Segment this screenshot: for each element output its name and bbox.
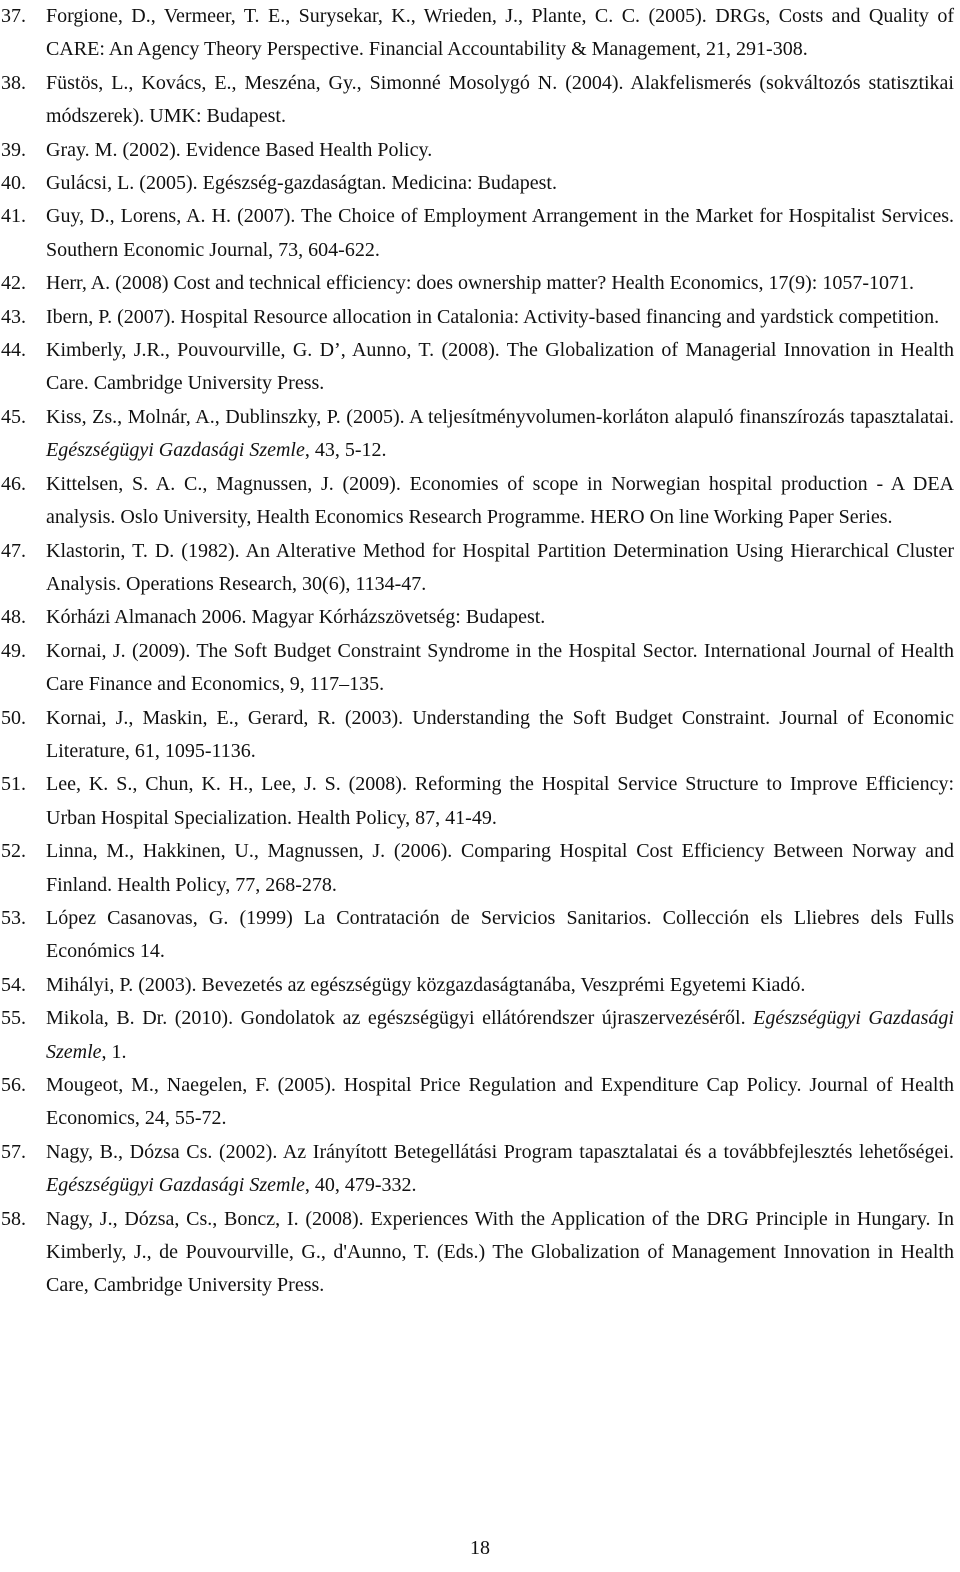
reference-journal-title: Egészségügyi Gazdasági Szemle [46, 439, 305, 462]
page-number: 18 [470, 1537, 490, 1559]
reference-text: Klastorin, T. D. (1982). An Alterative Method for Hospital Partition Determination Using Hierarchical Cluster Analysis. Operations Research, 30(6), 1134-47. [46, 539, 954, 595]
reference-text: Lee, K. S., Chun, K. H., Lee, J. S. (2008). Reforming the Hospital Service Structure to Improve Efficiency: Urban Hospital Specialization. Health Policy, 87, 41-49. [46, 773, 954, 829]
reference-item [0, 902, 960, 969]
reference-item [0, 969, 960, 1002]
reference-text: Ibern, P. (2007). Hospital Resource allocation in Catalonia: Activity-based financing and yardstick competition. [46, 305, 940, 328]
reference-number: 39. [1, 138, 26, 161]
reference-number: 58. [1, 1207, 26, 1230]
reference-text: Guy, D., Lorens, A. H. (2007). The Choice of Employment Arrangement in the Market for Hospitalist Services. Southern Economic Journal, 73, 604-622. [46, 205, 954, 261]
reference-number: 52. [1, 840, 26, 863]
reference-text: Kornai, J., Maskin, E., Gerard, R. (2003). Understanding the Soft Budget Constraint. Journal of Economic Literature, 61, 1095-1136. [46, 706, 954, 762]
reference-text: Kórházi Almanach 2006. Magyar Kórházszövetség: Budapest. [46, 606, 546, 629]
reference-number: 49. [1, 639, 26, 662]
reference-text: Forgione, D., Vermeer, T. E., Surysekar, K., Wrieden, J., Plante, C. C. (2005). DRGs, Costs and Quality of CARE: An Agency Theory Perspective. Financial Accountability & Management, 21, 291-308. [46, 5, 954, 61]
reference-number: 55. [1, 1007, 26, 1030]
reference-text: Mikola, B. Dr. (2010). Gondolatok az egészségügyi ellátórendszer újraszervezéséről. [46, 1007, 754, 1030]
reference-text: López Casanovas, G. (1999) La Contratación de Servicios Sanitarios. Collección els Lliebres dels Fulls Económics 14. [46, 906, 954, 963]
reference-item [0, 0, 960, 67]
reference-number: 47. [1, 539, 26, 562]
reference-text: Gray. M. (2002). Evidence Based Health Policy. [46, 138, 433, 161]
reference-text: Kiss, Zs., Molnár, A., Dublinszky, P. (2005). A teljesítményvolumen-korláton alapuló finanszírozás tapasztalatai. [46, 405, 954, 428]
reference-text: , 43, 5-12. [304, 439, 387, 462]
reference-item [0, 267, 960, 300]
reference-journal-title: Egészségügyi Gazdasági Szemle [46, 1007, 954, 1063]
reference-number: 57. [1, 1140, 26, 1163]
reference-number: 44. [1, 339, 26, 362]
reference-item [0, 835, 960, 902]
reference-number: 40. [1, 172, 26, 195]
reference-text: Kornai, J. (2009). The Soft Budget Constraint Syndrome in the Hospital Sector. International Journal of Health Care Finance and Economics, 9, 117–135. [46, 639, 954, 696]
reference-item [0, 67, 960, 134]
reference-number: 50. [1, 706, 26, 729]
reference-item [0, 535, 960, 602]
reference-journal-title: Egészségügyi Gazdasági Szemle [46, 1174, 305, 1197]
reference-number: 54. [1, 973, 26, 996]
reference-item [0, 1203, 960, 1303]
reference-item [0, 1002, 960, 1069]
reference-item [0, 468, 960, 535]
reference-text: Linna, M., Hakkinen, U., Magnussen, J. (2006). Comparing Hospital Cost Efficiency Between Norway and Finland. Health Policy, 77, 268-278. [46, 840, 954, 896]
reference-text: Kittelsen, S. A. C., Magnussen, J. (2009). Economies of scope in Norwegian hospital production - A DEA analysis. Oslo University, Health Economics Research Programme. HERO On line Working Paper Series. [46, 472, 954, 529]
reference-number: 42. [1, 272, 26, 295]
reference-item [0, 334, 960, 401]
reference-number: 46. [1, 472, 26, 495]
reference-item [0, 702, 960, 769]
reference-number: 56. [1, 1074, 26, 1096]
reference-item [0, 134, 960, 167]
reference-item [0, 401, 960, 468]
reference-text: Nagy, B., Dózsa Cs. (2002). Az Irányított Betegellátási Program tapasztalatai és a továbbfejlesztés lehetőségei. [46, 1140, 954, 1163]
reference-text: Mihályi, P. (2003). Bevezetés az egészségügy közgazdaságtanába, Veszprémi Egyetemi Kiadó. [46, 973, 806, 996]
reference-item [0, 301, 960, 334]
reference-text: Füstös, L., Kovács, E., Meszéna, Gy., Simonné Mosolygó N. (2004). Alakfelismerés (sokváltozós statisztikai módszerek). UMK: Budapest. [46, 71, 954, 128]
reference-text: Kimberly, J.R., Pouvourville, G. D’, Aunno, T. (2008). The Globalization of Managerial Innovation in Health Care. Cambridge University Press. [46, 339, 954, 395]
reference-item [0, 1069, 960, 1136]
reference-number: 43. [1, 305, 26, 328]
reference-number: 48. [1, 606, 26, 629]
reference-text: Mougeot, M., Naegelen, F. (2005). Hospital Price Regulation and Expenditure Cap Policy. Journal of Health Economics, 24, 55-72. [46, 1074, 954, 1130]
reference-item [0, 167, 960, 200]
reference-item [0, 635, 960, 702]
reference-item [0, 1136, 960, 1203]
reference-text: , 40, 479-332. [304, 1174, 417, 1197]
reference-item [0, 601, 960, 634]
reference-number: 51. [1, 773, 26, 796]
reference-number: 38. [1, 71, 26, 94]
reference-text: Nagy, J., Dózsa, Cs., Boncz, I. (2008). Experiences With the Application of the DRG Principle in Hungary. In Kimberly, J., de Pouvourville, G., d'Aunno, T. (Eds.) The Globalization of Management Innovation in Health Care, Cambridge University Press. [46, 1207, 954, 1297]
reference-text: Gulácsi, L. (2005). Egészség-gazdaságtan. Medicina: Budapest. [46, 172, 557, 195]
reference-text: , 1. [101, 1040, 127, 1063]
reference-number: 41. [1, 205, 26, 228]
reference-item [0, 200, 960, 267]
reference-number: 37. [1, 5, 26, 27]
reference-number: 53. [1, 906, 26, 929]
reference-number: 45. [1, 405, 26, 428]
reference-item [0, 768, 960, 835]
reference-text: Herr, A. (2008) Cost and technical efficiency: does ownership matter? Health Economics, 17(9): 1057-1071. [46, 272, 915, 295]
